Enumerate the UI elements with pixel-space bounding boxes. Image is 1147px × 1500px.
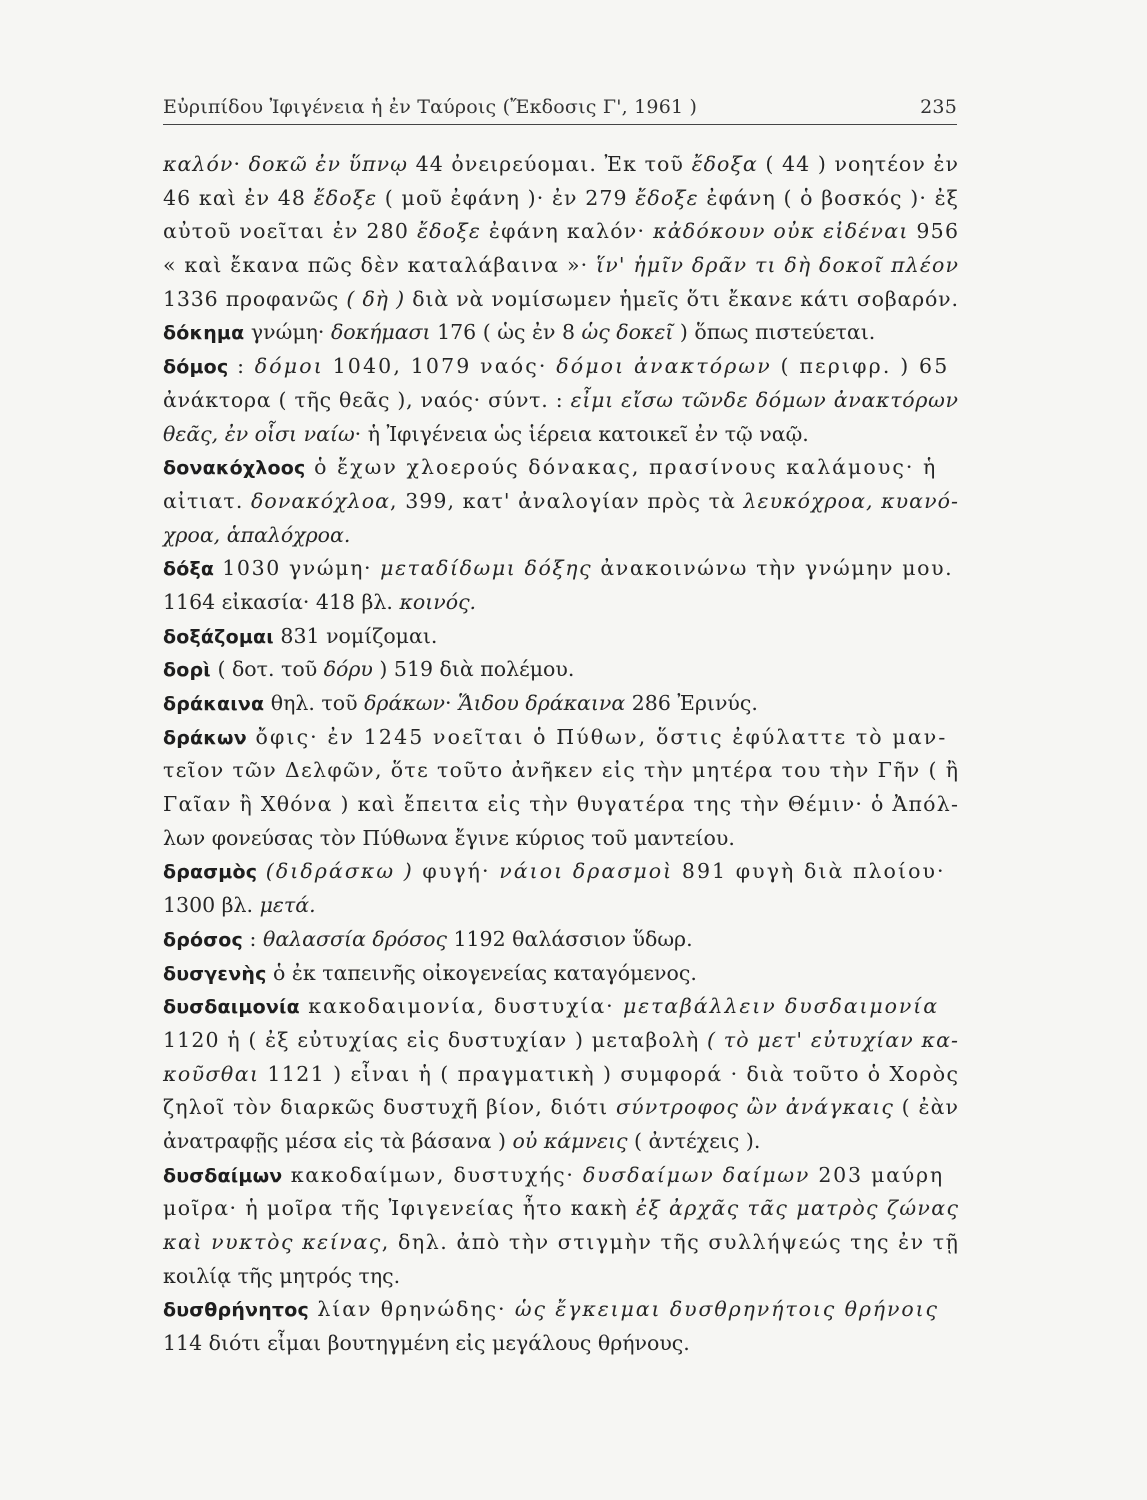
text-line: [163, 519, 958, 553]
text-line: [163, 822, 958, 856]
text-run: ἀνάκτορα ( τῆς θεᾶς ), ναός· σύντ. :: [163, 387, 571, 412]
line-content: [163, 320, 875, 344]
italic-text: δόμοι ἀνακτόρων: [556, 354, 772, 379]
italic-text: θαλασσία δρόσος: [262, 926, 447, 951]
line-content: [163, 455, 937, 479]
text-line: [163, 1125, 958, 1159]
italic-text: δοκήμασι: [330, 320, 431, 345]
dictionary-text: [163, 148, 958, 1361]
text-line: [163, 855, 958, 889]
text-run: , δηλ. ἀπὸ τὴν στιγμὴν τῆς συλλήψεώς της ἐν τῇ: [381, 1230, 960, 1254]
line-content: [163, 1196, 959, 1220]
text-run: [257, 859, 266, 883]
line-content: [163, 523, 350, 547]
text-run: ζηλοῖ τὸν διαρκῶς δυστυχῆ βίον, διότι: [163, 1095, 616, 1120]
text-line: [163, 182, 958, 216]
lemma-headword: δρόσος: [163, 928, 244, 951]
text-run: κακοδαιμονία, δυστυχία·: [299, 994, 623, 1019]
text-line: [163, 1024, 958, 1058]
text-run: ( ἐὰν: [894, 1095, 960, 1120]
italic-text: ἐξ ἀρχᾶς τᾶς ματρὸς ζώνας: [636, 1196, 960, 1221]
text-line: [163, 1159, 958, 1193]
line-content: [163, 927, 693, 951]
header-title: Εὐριπίδου Ἰφιγένεια ἡ ἐν Ταύροις (Ἔκδοσις Γ', 1961 ): [163, 96, 698, 118]
text-run: Γαῖαν ἢ Χθόνα ) καὶ ἔπειτα εἰς τὴν θυγατέρα της τὴν Θέμιν· ὁ Ἀπόλ-: [163, 792, 960, 817]
line-content: [163, 826, 735, 850]
line-content: [163, 1062, 959, 1086]
text-line: [163, 1293, 958, 1327]
text-line: [163, 316, 958, 350]
text-run: 1192 θαλάσσιον ὕδωρ.: [446, 926, 693, 951]
italic-text: δράκων: [364, 691, 445, 715]
text-run: μοῖρα· ἡ μοῖρα τῆς Ἰφιγενείας ἦτο κακὴ: [163, 1196, 636, 1221]
text-line: [163, 283, 958, 317]
line-content: [163, 590, 476, 614]
text-line: [163, 653, 958, 687]
text-line: [163, 990, 958, 1024]
text-line: [163, 350, 958, 384]
text-run: 1336 προφανῶς: [163, 286, 347, 311]
line-content: [163, 961, 697, 985]
line-content: [163, 1297, 939, 1321]
line-content: [163, 893, 316, 917]
italic-text: ἔδοξε: [313, 185, 378, 210]
italic-text: ( τὸ μετ' εὐτυχίαν κα-: [707, 1027, 960, 1052]
line-content: [163, 1230, 960, 1254]
text-run: θηλ. τοῦ: [264, 691, 365, 715]
lemma-headword: δονακόχλοος: [163, 457, 306, 480]
lemma-headword: δυσδαίμων: [163, 1164, 283, 1187]
line-content: [163, 792, 959, 816]
line-content: [163, 489, 959, 513]
text-run: αἰτιατ.: [163, 488, 251, 513]
italic-text: ( δὴ ): [346, 286, 405, 311]
text-run: :: [228, 354, 255, 379]
text-line: [163, 249, 958, 283]
text-run: 176 ( ὡς ἐν 8: [430, 320, 582, 345]
italic-text: ὡς ἔγκειμαι δυσθρηνήτοις θρήνοις: [514, 1297, 939, 1322]
line-content: [163, 657, 574, 681]
italic-text: μεταδίδωμι δόξης: [380, 556, 593, 581]
italic-text: δοκῶ ἐν ὕπνῳ: [248, 152, 408, 176]
text-run: ἀνατραφῇς μέσα εἰς τὰ βάσανα ): [163, 1128, 513, 1153]
text-line: [163, 721, 958, 755]
line-content: [163, 725, 947, 749]
text-line: [163, 889, 958, 923]
text-line: [163, 418, 958, 452]
italic-text: θεᾶς, ἐν οἷσι ναίω: [163, 421, 355, 446]
text-run: κοιλίᾳ τῆς μητρός της.: [163, 1263, 401, 1288]
line-content: [163, 152, 959, 176]
lemma-headword: δόμος: [163, 356, 229, 379]
line-content: [163, 758, 959, 782]
text-run: ὁ ἔχων χλοερούς δόνακας, πρασίνους καλάμους· ἡ: [305, 455, 938, 480]
text-run: 891 φυγὴ διὰ πλοίου·: [673, 859, 946, 884]
text-run: φυγή·: [413, 859, 500, 884]
text-run: ) ὅπως πιστεύεται.: [673, 320, 876, 345]
text-run: ( ἀντέχεις ).: [627, 1128, 761, 1153]
line-content: [163, 1264, 400, 1288]
text-run: ·: [233, 152, 249, 176]
text-run: 286 Ἐρινύς.: [625, 691, 758, 715]
italic-text: ἔδοξε: [635, 185, 699, 210]
text-line: [163, 384, 958, 418]
text-line: [163, 148, 958, 182]
text-line: [163, 586, 958, 620]
page-number: 235: [920, 96, 957, 118]
line-content: [163, 219, 959, 243]
lemma-headword: δράκων: [163, 726, 247, 749]
lemma-headword: δορὶ: [163, 659, 211, 682]
text-run: γνώμη·: [244, 320, 331, 345]
italic-text: εἶμι εἴσω τῶνδε δόμων ἀνακτόρων: [570, 387, 959, 412]
italic-text: ὡς δοκεῖ: [581, 320, 674, 345]
text-run: τεῖον τῶν Δελφῶν, ὅτε τοῦτο ἀνῆκεν εἰς τὴν μητέρα του τὴν Γῆν ( ἢ: [163, 758, 960, 783]
lemma-headword: δοξάζομαι: [163, 625, 274, 648]
italic-text: δόρυ: [323, 657, 373, 682]
text-line: [163, 552, 958, 586]
italic-text: οὐ κάμνεις: [512, 1128, 628, 1153]
text-run: , 399, κατ' ἀναλογίαν πρὸς τὰ: [390, 488, 744, 513]
text-run: ( δοτ. τοῦ: [210, 657, 324, 682]
text-line: [163, 957, 958, 991]
italic-text: μετά.: [259, 893, 316, 918]
text-run: ( περιφρ. ) 65: [771, 354, 950, 379]
text-run: 1120 ἡ ( ἐξ εὐτυχίας εἰς δυστυχίαν ) μεταβολὴ: [163, 1027, 708, 1052]
text-line: [163, 687, 958, 721]
italic-text: κοῦσθαι: [163, 1061, 260, 1086]
text-line: [163, 754, 958, 788]
line-content: [163, 1028, 959, 1052]
line-content: [163, 186, 959, 210]
italic-text: δόμοι: [254, 354, 324, 379]
lemma-headword: δράκαινα: [163, 693, 265, 715]
italic-text: μεταβάλλειν δυσδαιμονία: [622, 994, 939, 1019]
text-line: [163, 215, 958, 249]
italic-text: ἔδοξε: [416, 219, 482, 244]
text-run: 831 νομίζομαι.: [273, 623, 438, 648]
text-line: [163, 1192, 958, 1226]
italic-text: νάιοι δρασμοὶ: [499, 859, 674, 884]
text-run: διὰ νὰ νομίσωμεν ἡμεῖς ὅτι ἔκανε κάτι σοβαρόν.: [404, 286, 959, 311]
italic-text: ἔδοξα: [691, 152, 758, 176]
text-line: [163, 923, 958, 957]
text-line: [163, 1327, 958, 1361]
text-run: κακοδαίμων, δυστυχής·: [282, 1162, 584, 1187]
text-run: αὐτοῦ νοεῖται ἐν 280: [163, 219, 417, 244]
italic-text: (διδράσκω ): [265, 859, 414, 884]
text-run: 1040, 1079 ναός·: [323, 354, 557, 379]
text-run: 44 ὀνειρεύομαι. Ἐκ τοῦ: [408, 152, 692, 176]
line-content: [163, 1163, 944, 1187]
italic-text: κοινός.: [399, 589, 477, 614]
italic-text: χροα, ἁπαλόχροα.: [163, 522, 351, 547]
italic-text: κἀδόκουν οὐκ εἰδέναι: [653, 219, 909, 244]
text-run: 203 μαύρη: [810, 1162, 944, 1187]
text-run: ( μοῦ ἐφάνη )· ἐν 279: [377, 185, 636, 210]
line-content: [163, 422, 809, 446]
text-run: ἐφάνη ( ὁ βοσκός )· ἐξ: [698, 185, 960, 210]
text-run: 956: [908, 219, 960, 244]
italic-text: Ἅιδου δράκαινα: [458, 691, 626, 715]
text-line: [163, 1226, 958, 1260]
lemma-headword: δυσθρήνητος: [163, 1299, 309, 1322]
line-content: [163, 1129, 760, 1153]
text-run: 46 καὶ ἐν 48: [163, 185, 314, 210]
text-line: [163, 1091, 958, 1125]
line-content: [163, 624, 437, 648]
text-line: [163, 788, 958, 822]
line-content: [163, 859, 946, 883]
text-run: 1300 βλ.: [163, 893, 260, 918]
text-line: [163, 1260, 958, 1294]
italic-text: δυσδαίμων δαίμων: [583, 1162, 811, 1187]
text-run: 1121 ) εἶναι ἡ ( πραγματικὴ ) συμφορά · διὰ τοῦτο ὁ Χορὸς: [259, 1061, 960, 1086]
lemma-headword: δυσδαιμονία: [163, 996, 300, 1019]
text-run: 1164 εἰκασία· 418 βλ.: [163, 589, 400, 614]
text-run: ) 519 διὰ πολέμου.: [372, 657, 575, 682]
text-run: λίαν θρηνώδης·: [308, 1297, 515, 1322]
italic-text: καὶ νυκτὸς κείνας: [163, 1230, 382, 1254]
line-content: [163, 556, 953, 580]
italic-text: ἵν' ἡμῖν δρᾶν τι δὴ δοκοῖ πλέον: [596, 253, 960, 278]
text-run: λων φονεύσας τὸν Πύθωνα ἔγινε κύριος τοῦ μαντείου.: [163, 825, 735, 850]
text-run: ·: [444, 691, 458, 715]
text-run: ( 44 ) νοητέον ἐν: [757, 152, 960, 176]
line-content: [163, 388, 959, 412]
line-content: [163, 1095, 959, 1119]
line-content: [163, 253, 959, 277]
text-line: [163, 620, 958, 654]
text-run: 1030 γνώμη·: [214, 556, 381, 581]
running-header: [163, 92, 957, 125]
lemma-headword: δυσγενὴς: [163, 962, 267, 985]
text-line: [163, 451, 958, 485]
line-content: [163, 691, 758, 715]
line-content: [163, 287, 959, 311]
text-run: :: [243, 926, 263, 951]
line-content: [163, 1331, 690, 1355]
text-line: [163, 485, 958, 519]
text-run: « καὶ ἔκανα πῶς δὲν καταλάβαινα »·: [163, 253, 597, 278]
italic-text: δονακόχλοα: [251, 488, 391, 513]
text-run: ἀνακοινώνω τὴν γνώμην μου.: [592, 556, 954, 581]
line-content: [163, 994, 939, 1018]
line-content: [163, 354, 949, 378]
text-run: ἐφάνη καλόν·: [481, 219, 654, 244]
italic-text: λευκόχροα, κυανό-: [743, 488, 960, 513]
text-run: 114 διότι εἶμαι βουτηγμένη εἰς μεγάλους θρήνους.: [163, 1331, 690, 1356]
lemma-headword: δόκημα: [163, 322, 245, 345]
text-line: [163, 1058, 958, 1092]
italic-text: καλόν: [163, 152, 234, 176]
italic-text: σύντροφος ὢν ἀνάγκαις: [615, 1095, 895, 1120]
text-run: · ἡ Ἰφιγένεια ὡς ἱέρεια κατοικεῖ ἐν τῷ ναῷ.: [354, 421, 809, 446]
lemma-headword: δρασμὸς: [163, 861, 258, 884]
text-run: ὄφις· ἐν 1245 νοεῖται ὁ Πύθων, ὅστις ἐφύλαττε τὸ μαν-: [246, 724, 948, 749]
lemma-headword: δόξα: [163, 558, 215, 581]
text-run: ὁ ἐκ ταπεινῆς οἰκογενείας καταγόμενος.: [266, 960, 697, 985]
